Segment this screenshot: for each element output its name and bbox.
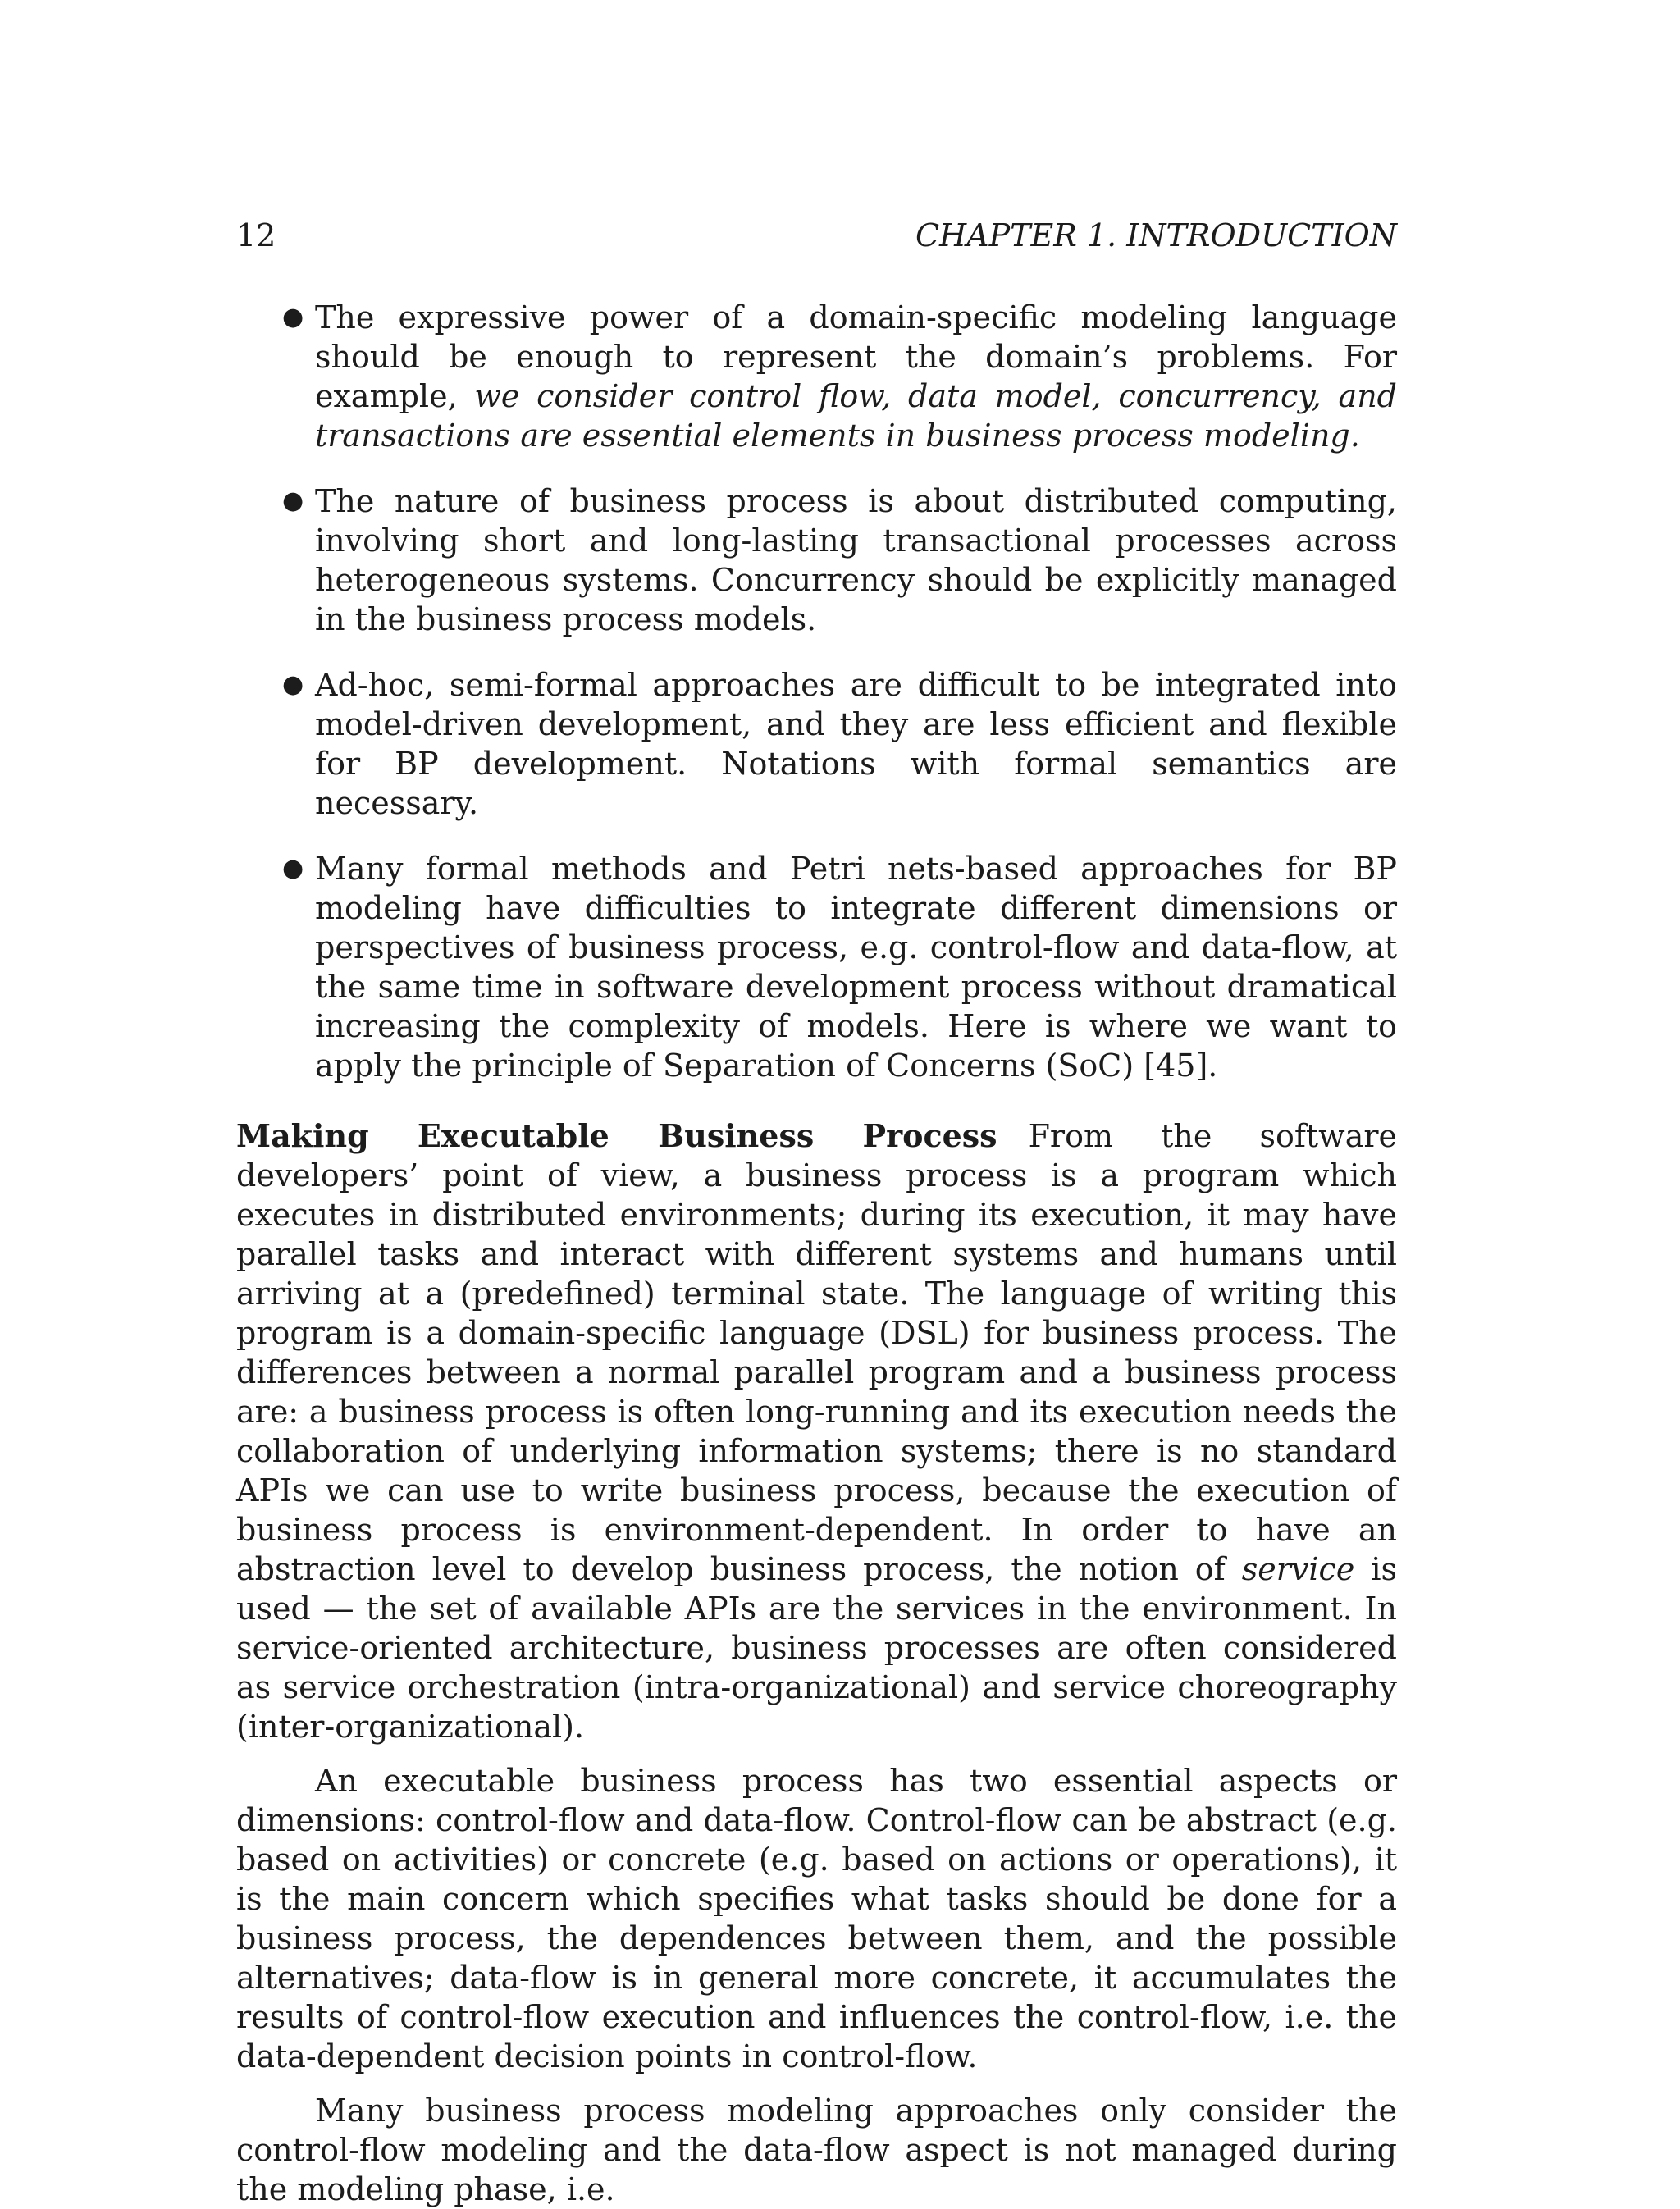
list-item (236, 298, 1397, 455)
list-item-emphasis: we consider control flow, data model, concurrency, and transactions are essential elements in business process modeling. (315, 378, 1397, 454)
list-item-text: Ad-hoc, semi-formal approaches are difficult to be integrated into model-driven development, and they are less efficient and flexible for BP development. Notations with formal semantics are necessary. (315, 667, 1397, 821)
page-body (236, 298, 1397, 2209)
list-item-text: Many formal methods and Petri nets-based approaches for BP modeling have difficulties to integrate different dimensions or perspectives of business process, e.g. control-flow and data-flow, at the same time in software development process without dramatical increasing the complexity of models. Here is where we want to apply the principle of Separation of Concerns (SoC) [45]. (315, 851, 1397, 1084)
paragraph-text: From the software developers’ point of view, a business process is a program which executes in distributed environments; during its execution, it may have parallel tasks and interact with different systems and humans until arriving at a (predefined) terminal state. The language of writing this program is a domain-specific language (DSL) for business process. The differences between a normal parallel program and a business process are: a business process is often long-running and its execution needs the collaboration of underlying information systems; there is no standard APIs we can use to write business process, because the execution of business process is environment-dependent. In order to have an abstraction level to develop business process, the notion of (236, 1118, 1398, 1587)
bullet-icon: ● (282, 303, 304, 331)
section-paragraph (236, 1116, 1397, 1746)
paragraph: Many business process modeling approaches only consider the control-flow modeling and the data-flow aspect is not managed during the modeling phase, i.e. (236, 2093, 1397, 2207)
list-item (236, 849, 1397, 1085)
page-number: 12 (236, 217, 276, 253)
page-header (236, 215, 1397, 256)
list-item (236, 665, 1397, 823)
bullet-icon: ● (282, 486, 304, 515)
bullet-icon: ● (282, 670, 304, 699)
paragraph: An executable business process has two essential aspects or dimensions: control-flow and data-flow. Control-flow can be abstract (e.g. based on activities) or concrete (e.g. based on actions or operations), it is the main concern which specifies what tasks should be done for a business process, the dependences between them, and the possible alternatives; data-flow is in general more concrete, it accumulates the results of control-flow execution and influences the control-flow, i.e. the data-dependent decision points in control-flow. (236, 1763, 1397, 2074)
bullet-icon: ● (282, 854, 304, 883)
running-head: CHAPTER 1. INTRODUCTION (915, 217, 1397, 253)
list-item (236, 482, 1397, 639)
section-heading: Making Executable Business Process (236, 1117, 998, 1154)
emphasis-service: service (1241, 1551, 1355, 1587)
bullet-list (236, 298, 1397, 1085)
list-item-text (315, 298, 1397, 455)
paragraph-text: is used — the set of available APIs are the services in the environment. In service-oriented architecture, business processes are often considered as service orchestration (intra-organizational) and service choreography (inter-organizational). (236, 1551, 1398, 1745)
list-item-text: The nature of business process is about distributed computing, involving short and long-lasting transactional processes across heterogeneous systems. Concurrency should be explicitly managed in the business process models. (315, 483, 1397, 637)
list-item-lead: The expressive power of a domain-specific modeling language should be enough to represent the domain’s problems. For example, (315, 299, 1397, 414)
